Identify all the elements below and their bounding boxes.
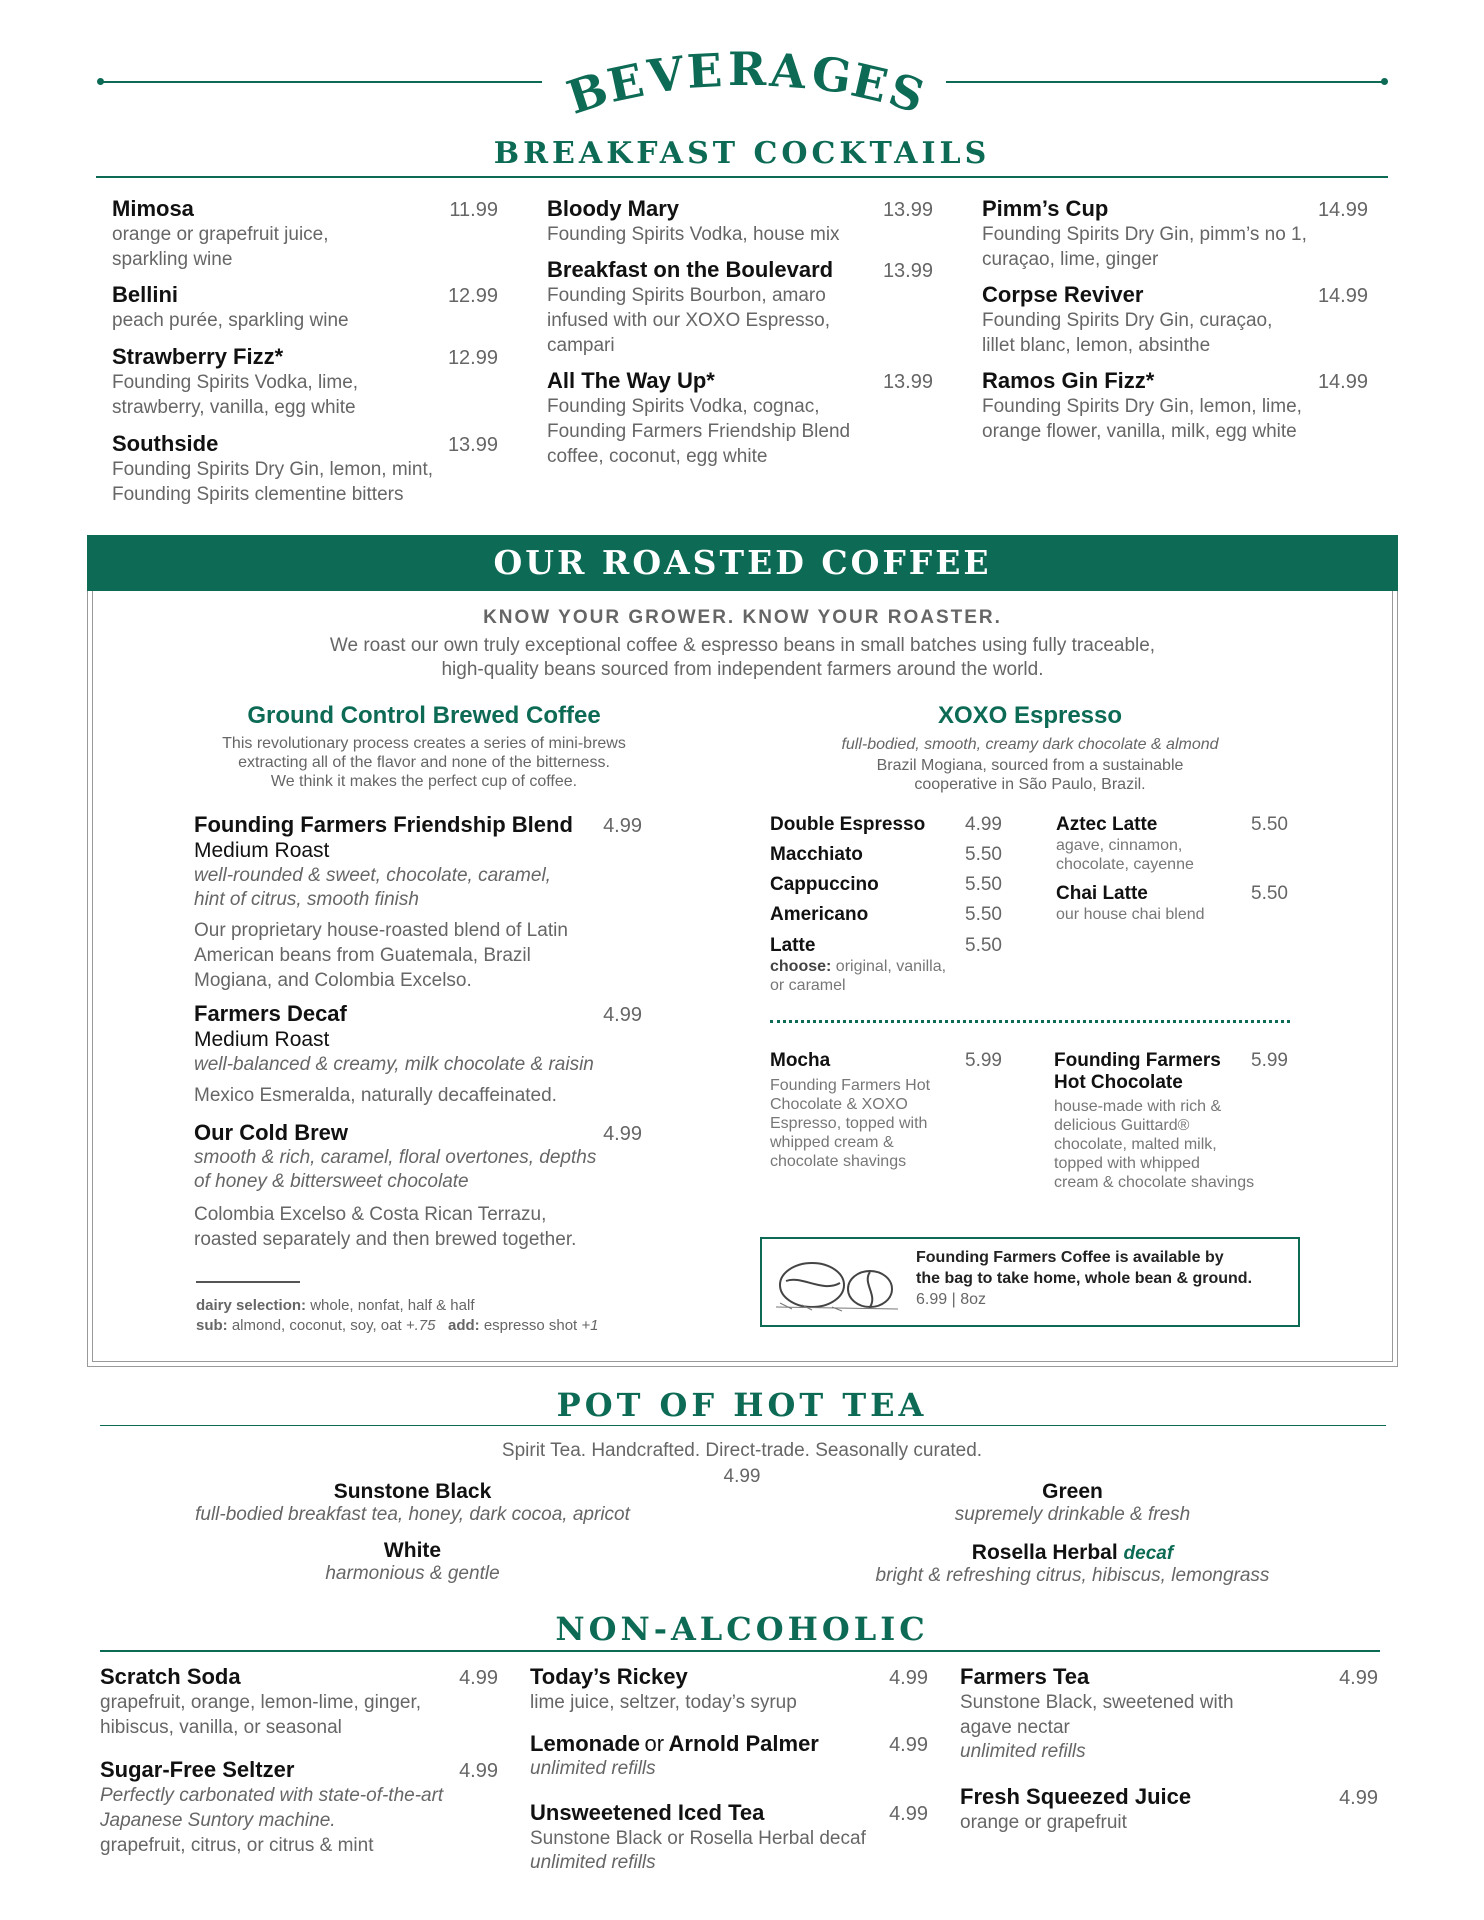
- item-name: Breakfast on the Boulevard: [547, 257, 834, 282]
- item-desc: Founding Spirits Dry Gin, lemon, lime,: [982, 396, 1302, 417]
- item-desc: American beans from Guatemala, Brazil: [194, 945, 531, 966]
- tea-name-row: [800, 1541, 1345, 1565]
- item-name: Double Espresso: [770, 814, 926, 835]
- section-title-coffee: OUR ROASTED COFFEE: [493, 543, 992, 582]
- item-name: Mimosa: [112, 196, 194, 221]
- tea-item: [140, 1539, 685, 1585]
- tea-desc: supremely drinkable & fresh: [954, 1504, 1191, 1525]
- item-desc: Mogiana, and Colombia Excelso.: [194, 970, 472, 991]
- item-name: All The Way Up*: [547, 368, 715, 393]
- coffee-beans-icon: [772, 1253, 902, 1315]
- decaf-tag: decaf: [1123, 1543, 1174, 1564]
- item-name: Strawberry Fizz*: [112, 344, 284, 369]
- item-price: 14.99: [1317, 371, 1368, 393]
- item-desc: peach purée, sparkling wine: [112, 310, 349, 331]
- item-notes: smooth & rich, caramel, floral overtones, depths: [194, 1147, 597, 1168]
- item-desc: [770, 957, 1002, 976]
- item-desc: Founding Spirits Dry Gin, pimm’s no 1,: [982, 224, 1307, 245]
- item-desc: or caramel: [770, 977, 846, 994]
- section-title-non-alcoholic: NON-ALCOHOLIC: [555, 1610, 929, 1648]
- item-desc: agave, cinnamon,: [1056, 837, 1183, 854]
- tea-desc: bright & refreshing citrus, hibiscus, lemongrass: [875, 1565, 1270, 1586]
- choose-label: choose:: [770, 958, 832, 975]
- menu-item: [982, 282, 1368, 358]
- item-name: Corpse Reviver: [982, 282, 1144, 307]
- espresso-desc: cooperative in São Paulo, Brazil.: [914, 776, 1146, 793]
- item-name: Americano: [770, 904, 869, 925]
- dairy-label: dairy selection:: [196, 1297, 307, 1314]
- item-desc: Founding Spirits Vodka, cognac,: [547, 396, 820, 417]
- add-price: +1: [581, 1317, 599, 1334]
- item-desc: chocolate shavings: [770, 1153, 907, 1170]
- tea-tagline: Spirit Tea. Handcrafted. Direct-trade. Seasonally curated.: [501, 1440, 983, 1461]
- section-title-tea: POT OF HOT TEA: [556, 1386, 928, 1424]
- item-desc: orange or grapefruit juice,: [112, 224, 329, 245]
- item-name: Scratch Soda: [100, 1664, 241, 1689]
- item-desc: Founding Spirits clementine bitters: [112, 484, 404, 505]
- item-price: 5.99: [1251, 1050, 1288, 1071]
- menu-item: [530, 1800, 928, 1875]
- item-desc: chocolate, cayenne: [1056, 856, 1194, 873]
- coffee-banner: [87, 535, 1398, 591]
- sub-add-line: [196, 1317, 599, 1334]
- item-price: 12.99: [447, 285, 498, 307]
- item-notes: unlimited refills: [960, 1741, 1086, 1762]
- menu-item: [112, 431, 498, 507]
- tea-name: White: [383, 1539, 442, 1562]
- item-desc: strawberry, vanilla, egg white: [112, 397, 356, 418]
- header-rule-left: [100, 81, 542, 83]
- item-name: Bloody Mary: [547, 196, 680, 221]
- sub-price: +.75: [405, 1317, 436, 1334]
- item-price: 4.99: [889, 1803, 928, 1825]
- tea-item: [800, 1541, 1345, 1587]
- item-desc: whipped cream &: [770, 1134, 894, 1151]
- item-price: 13.99: [882, 371, 933, 393]
- item-price: 4.99: [459, 1667, 498, 1689]
- item-desc: Sunstone Black, sweetened with: [960, 1692, 1234, 1713]
- item-notes: Perfectly carbonated with state-of-the-art: [100, 1785, 444, 1806]
- menu-item: [112, 196, 498, 272]
- item-price: 4.99: [1339, 1787, 1378, 1809]
- item-desc: Founding Spirits Dry Gin, lemon, mint,: [112, 459, 434, 480]
- menu-item: [530, 1664, 928, 1715]
- add-label: add:: [447, 1317, 480, 1334]
- title-letter: E: [846, 52, 893, 114]
- item-desc: roasted separately and then brewed together.: [194, 1229, 577, 1250]
- item-desc: Founding Farmers Friendship Blend: [547, 421, 851, 442]
- item-price: 4.99: [459, 1760, 498, 1782]
- item-desc: Our proprietary house-roasted blend of Latin: [194, 920, 568, 941]
- add-text: espresso shot: [483, 1317, 578, 1334]
- item-price: 12.99: [447, 347, 498, 369]
- item-price: 14.99: [1317, 285, 1368, 307]
- item-name: Bellini: [112, 282, 179, 307]
- tea-item: [800, 1480, 1345, 1526]
- coffee-tagline: KNOW YOUR GROWER. KNOW YOUR ROASTER.: [483, 607, 1002, 628]
- item-name: Hot Chocolate: [1054, 1072, 1183, 1093]
- menu-item: [960, 1784, 1378, 1835]
- item-desc: delicious Guittard®: [1054, 1117, 1190, 1134]
- menu-item: [547, 196, 933, 247]
- espresso-notes: full-bodied, smooth, creamy dark chocolate & almond: [841, 736, 1219, 753]
- item-desc: topped with whipped: [1054, 1155, 1200, 1172]
- item-name: Unsweetened Iced Tea: [530, 1800, 765, 1825]
- menu-item: [770, 935, 1002, 995]
- item-price: 4.99: [603, 1004, 642, 1026]
- section-rule: [100, 1650, 1380, 1652]
- menu-item: [982, 196, 1368, 272]
- bag-line: Founding Farmers Coffee is available by: [916, 1249, 1224, 1266]
- item-name: Today’s Rickey: [530, 1664, 688, 1689]
- item-desc: grapefruit, citrus, or citrus & mint: [100, 1835, 374, 1856]
- item-name: Our Cold Brew: [194, 1120, 349, 1145]
- item-name: Lemonade: [530, 1731, 641, 1756]
- menu-item: [100, 1664, 498, 1740]
- item-desc: Chocolate & XOXO: [770, 1096, 908, 1113]
- item-price: 5.50: [965, 904, 1002, 925]
- item-desc: hibiscus, vanilla, or seasonal: [100, 1717, 342, 1738]
- brewed-coffee-title: Ground Control Brewed Coffee: [247, 702, 601, 729]
- item-desc: sparkling wine: [112, 249, 233, 270]
- item-name: Arnold Palmer: [668, 1731, 819, 1756]
- tea-name: Rosella Herbal: [971, 1541, 1118, 1564]
- title-letter: R: [728, 42, 767, 96]
- item-desc: house-made with rich &: [1054, 1098, 1222, 1115]
- item-notes: well-rounded & sweet, chocolate, caramel,: [194, 865, 551, 886]
- item-price: 5.99: [965, 1050, 1002, 1071]
- item-price: 5.50: [965, 935, 1002, 956]
- espresso-title: XOXO Espresso: [937, 702, 1123, 729]
- item-desc: agave nectar: [960, 1717, 1070, 1738]
- menu-item: [194, 1120, 642, 1252]
- item-desc: Founding Spirits Dry Gin, curaçao,: [982, 310, 1273, 331]
- title-letter: E: [602, 52, 649, 114]
- item-name: Founding Farmers Friendship Blend: [194, 812, 573, 837]
- menu-item: [982, 368, 1368, 444]
- dotted-divider: [770, 1020, 1290, 1023]
- item-price: 13.99: [447, 434, 498, 456]
- menu-item: [112, 282, 498, 333]
- item-desc: Colombia Excelso & Costa Rican Terrazu,: [194, 1204, 547, 1225]
- item-desc: cream & chocolate shavings: [1054, 1174, 1255, 1191]
- coffee-bag-callout: [760, 1237, 1300, 1327]
- item-name: Latte: [770, 935, 816, 956]
- item-name: Macchiato: [770, 844, 863, 865]
- bag-line: the bag to take home, whole bean & ground.: [916, 1270, 1253, 1287]
- menu-item: [530, 1731, 928, 1781]
- section-rule: [100, 1425, 1386, 1426]
- coffee-intro-line: We roast our own truly exceptional coffee & espresso beans in small batches using fully traceable,: [329, 635, 1156, 656]
- item-name-row: [530, 1731, 819, 1757]
- title-letter: S: [882, 62, 931, 124]
- item-roast: Medium Roast: [194, 839, 330, 862]
- item-name: Pimm’s Cup: [982, 196, 1109, 221]
- menu-item: [1056, 883, 1288, 924]
- brewed-coffee-desc: extracting all of the flavor and none of the bitterness.: [238, 754, 610, 771]
- menu-item: [770, 1050, 1002, 1171]
- item-price: 13.99: [882, 199, 933, 221]
- item-name: Mocha: [770, 1050, 831, 1071]
- item-desc: Founding Spirits Bourbon, amaro: [547, 285, 826, 306]
- dairy-selection: [196, 1297, 475, 1314]
- item-desc: Sunstone Black or Rosella Herbal decaf: [530, 1828, 866, 1849]
- tea-desc: full-bodied breakfast tea, honey, dark cocoa, apricot: [195, 1504, 630, 1525]
- item-desc: grapefruit, orange, lemon-lime, ginger,: [100, 1692, 422, 1713]
- divider: [196, 1281, 300, 1283]
- item-name: Aztec Latte: [1056, 814, 1158, 835]
- section-title-breakfast-cocktails: BREAKFAST COCKTAILS: [493, 136, 991, 171]
- item-price: 13.99: [882, 260, 933, 282]
- item-desc: curaçao, lime, ginger: [982, 249, 1159, 270]
- sub-label: sub:: [196, 1317, 228, 1334]
- item-price: 4.99: [889, 1667, 928, 1689]
- item-notes: hint of citrus, smooth finish: [194, 889, 419, 910]
- item-name: Founding Farmers: [1054, 1050, 1221, 1071]
- item-name: Cappuccino: [770, 874, 879, 895]
- item-notes: Japanese Suntory machine.: [100, 1810, 336, 1831]
- menu-item: [960, 1664, 1378, 1764]
- bag-price: 6.99 | 8oz: [916, 1291, 986, 1308]
- item-notes: unlimited refills: [530, 1852, 656, 1873]
- title-letter: G: [808, 45, 855, 105]
- item-desc: Espresso, topped with: [770, 1115, 928, 1132]
- choose-text: original, vanilla,: [835, 958, 947, 975]
- brewed-coffee-desc: This revolutionary process creates a series of mini-brews: [222, 735, 626, 752]
- menu-item: [770, 904, 1002, 926]
- item-desc: campari: [547, 335, 615, 356]
- item-name: Farmers Decaf: [194, 1001, 347, 1026]
- item-price: 14.99: [1317, 199, 1368, 221]
- item-price: 4.99: [889, 1734, 928, 1756]
- item-name: Farmers Tea: [960, 1664, 1090, 1689]
- item-price: 5.50: [965, 844, 1002, 865]
- menu-item: [194, 1001, 642, 1108]
- item-price: 4.99: [603, 1123, 642, 1145]
- item-desc: infused with our XOXO Espresso,: [547, 310, 831, 331]
- menu-item: [1056, 814, 1288, 874]
- item-desc: Founding Spirits Vodka, house mix: [547, 224, 840, 245]
- tea-desc: harmonious & gentle: [325, 1563, 500, 1584]
- item-price: 4.99: [1339, 1667, 1378, 1689]
- item-name: Fresh Squeezed Juice: [960, 1784, 1192, 1809]
- item-name: Sugar-Free Seltzer: [100, 1757, 295, 1782]
- header-dot-right: [1381, 78, 1388, 85]
- espresso-desc: Brazil Mogiana, sourced from a sustainable: [876, 757, 1184, 774]
- item-price: 11.99: [449, 199, 498, 221]
- item-roast: Medium Roast: [194, 1028, 330, 1051]
- sub-text: almond, coconut, soy, oat: [231, 1317, 402, 1334]
- item-desc: coffee, coconut, egg white: [547, 446, 768, 467]
- title-letter: E: [685, 43, 724, 99]
- tea-item: [140, 1480, 685, 1526]
- brewed-coffee-desc: We think it makes the perfect cup of coffee.: [270, 773, 578, 790]
- coffee-intro-line: high-quality beans sourced from independent farmers around the world.: [441, 659, 1044, 680]
- item-notes: unlimited refills: [530, 1758, 656, 1779]
- item-price: 5.50: [965, 874, 1002, 895]
- item-desc: Mexico Esmeralda, naturally decaffeinated.: [194, 1085, 557, 1106]
- item-desc: chocolate, malted milk,: [1054, 1136, 1217, 1153]
- section-rule: [96, 176, 1388, 178]
- menu-item: [547, 368, 933, 469]
- title-letter: B: [560, 61, 615, 125]
- item-desc: orange flower, vanilla, milk, egg white: [982, 421, 1297, 442]
- tea-name: Green: [1042, 1480, 1103, 1503]
- item-price: 4.99: [965, 814, 1002, 835]
- item-desc: our house chai blend: [1056, 906, 1205, 923]
- item-desc: lime juice, seltzer, today’s syrup: [530, 1692, 797, 1713]
- menu-item: [770, 844, 1002, 866]
- item-desc: lillet blanc, lemon, absinthe: [982, 335, 1211, 356]
- item-price: 5.50: [1251, 883, 1288, 904]
- item-notes: of honey & bittersweet chocolate: [194, 1171, 469, 1192]
- menu-item: [770, 874, 1002, 896]
- header-rule-right: [946, 81, 1384, 83]
- item-price: 4.99: [603, 815, 642, 837]
- dairy-text: whole, nonfat, half & half: [310, 1297, 475, 1314]
- page-title: [560, 42, 936, 125]
- tea-price: 4.99: [723, 1466, 761, 1487]
- item-desc: orange or grapefruit: [960, 1812, 1127, 1833]
- item-desc: Founding Farmers Hot: [770, 1077, 931, 1094]
- menu-item: [1054, 1050, 1288, 1192]
- item-name-or: or: [644, 1731, 665, 1756]
- item-name: Ramos Gin Fizz*: [982, 368, 1155, 393]
- menu-item: [100, 1757, 498, 1858]
- item-desc: Founding Spirits Vodka, lime,: [112, 372, 359, 393]
- item-name: Southside: [112, 431, 219, 456]
- menu-item: [194, 812, 642, 993]
- title-letter: V: [644, 46, 687, 104]
- menu-item: [770, 814, 1002, 836]
- menu-item: [547, 257, 933, 358]
- item-notes: well-balanced & creamy, milk chocolate & raisin: [194, 1054, 594, 1075]
- title-letter: A: [768, 42, 808, 100]
- menu-item: [112, 344, 498, 420]
- item-name: Chai Latte: [1056, 883, 1148, 904]
- item-price: 5.50: [1251, 814, 1288, 835]
- tea-name: Sunstone Black: [333, 1480, 492, 1503]
